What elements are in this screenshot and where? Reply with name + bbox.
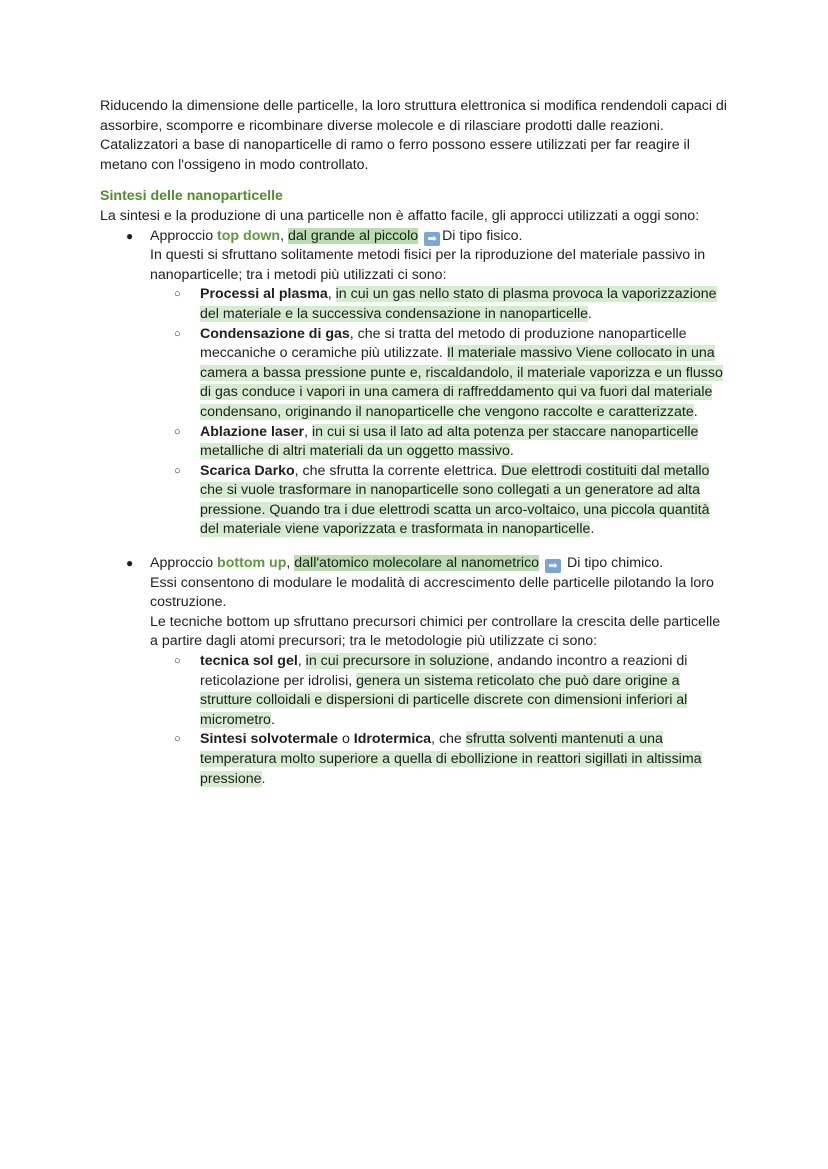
approaches-list — [100, 227, 730, 790]
hollow-bullet-icon: ○ — [174, 425, 181, 438]
approach-highlight: dall'atomico molecolare al nanometrico — [294, 555, 540, 572]
bullet-icon: ● — [126, 556, 134, 571]
hollow-bullet-icon: ○ — [174, 733, 181, 746]
section-heading: Sintesi delle nanoparticelle — [100, 188, 283, 205]
list-item-bottom-up — [100, 554, 730, 789]
method-term-2: Idrotermica — [353, 731, 432, 748]
method-end: . — [270, 711, 275, 728]
approach-prefix: Approccio — [150, 555, 218, 572]
method-highlight: Due elettrodi costituiti dal metallo che si vuole trasformare in nanoparticelle sono collegati a un generatore ad alta pressione. Quando tra i due elettrodi scatta un arco-voltaico, una piccola quantità del materiale viene vaporizzata e trasformata in nanoparticelle — [200, 462, 710, 538]
list-item — [150, 325, 730, 423]
hollow-bullet-icon: ○ — [174, 655, 181, 668]
bullet-icon: ● — [126, 228, 134, 243]
method-text: , andando incontro a reazioni di reticolazione per idrolisi, — [200, 653, 688, 689]
arrow-right-icon: ➡ — [424, 232, 440, 246]
method-text: , che sfrutta la corrente elettrica. — [294, 462, 502, 479]
section-lead: La sintesi e la produzione di una particelle non è affatto facile, gli approcci utilizzati a oggi sono: — [100, 207, 700, 224]
approach-prefix: Approccio — [150, 227, 218, 244]
intro-paragraph-2: Catalizzatori a base di nanoparticelle di ramo o ferro possono essere utilizzati per far reagire il metano con l'ossigeno in modo controllato. — [100, 137, 690, 173]
approach-description-1: Essi consentono di modulare le modalità di accrescimento delle particelle pilotando la loro costruzione. — [150, 574, 714, 611]
approach-comma: , — [286, 555, 295, 572]
method-end: . — [693, 403, 698, 420]
arrow-right-icon: ➡ — [545, 559, 561, 573]
method-highlight: in cui si usa il lato ad alta potenza per staccare nanoparticelle metalliche di altri materiali da un oggetto massivo — [200, 423, 699, 460]
method-text: o — [338, 731, 354, 748]
method-text: , che — [431, 731, 466, 748]
approach-highlight: dal grande al piccolo — [287, 227, 419, 244]
method-highlight: sfrutta solventi mantenuti a una temperatura molto superiore a quella di ebollizione in reattori sigillati in altissima pressione — [200, 731, 702, 787]
list-item — [150, 462, 730, 540]
approach-keyword: top down — [217, 227, 281, 244]
method-term: Condensazione di gas — [200, 325, 350, 342]
hollow-bullet-icon: ○ — [174, 464, 181, 477]
method-term: tecnica sol gel — [200, 653, 298, 670]
method-term: Processi al plasma — [200, 286, 328, 303]
method-term: Ablazione laser — [200, 423, 305, 440]
approach-suffix: Di tipo fisico. — [442, 227, 523, 244]
method-term: Scarica Darko — [200, 462, 295, 479]
approach-description: In questi si sfruttano solitamente metodi fisici per la riproduzione del materiale passivo in nanoparticelle; tra i metodi più utilizzati ci sono: — [150, 247, 706, 283]
method-text: , — [297, 653, 306, 670]
method-end: . — [590, 521, 595, 538]
method-highlight: in cui precursore in soluzione — [305, 653, 490, 670]
hollow-bullet-icon: ○ — [174, 288, 181, 301]
document-page — [100, 97, 730, 789]
method-term: Sintesi solvotermale — [200, 731, 338, 748]
list-item — [150, 730, 730, 789]
top-down-methods-list — [150, 285, 730, 540]
spacer — [100, 175, 730, 187]
approach-keyword: bottom up — [217, 555, 287, 572]
list-item — [150, 423, 730, 462]
spacer — [100, 540, 730, 554]
method-text: , che si tratta del metodo di produzione nanoparticelle meccaniche o ceramiche più utilizzate. — [200, 325, 687, 362]
approach-description-2: Le tecniche bottom up sfruttano precursori chimici per controllare la crescita delle particelle a partire dagli atomi precursori; tra le metodologie più utilizzate ci sono: — [150, 613, 721, 650]
intro-paragraph-1: Riducendo la dimensione delle particelle, la loro struttura elettronica si modifica rendendoli capaci di assorbire, scomporre e ricombinare diverse molecole e di rilasciare prodotti dalle reazioni. — [100, 98, 727, 134]
method-end: . — [509, 443, 514, 460]
method-text: , — [327, 286, 336, 303]
list-item — [150, 285, 730, 324]
method-end: . — [261, 770, 266, 787]
method-text: , — [304, 423, 312, 440]
method-highlight: genera un sistema reticolato che può dare origine a strutture colloidali e dispersioni di particelle discrete con dimensioni inferiori al micrometro — [200, 672, 688, 728]
method-highlight: Il materiale massivo Viene collocato in una camera a bassa pressione punte e, riscaldandolo, il materiale vaporizza e un flusso di gas conduce i vapori in una camera di raffreddamento qui va fuori dal materiale condensano, originando il nanoparticelle che vengono raccolte e caratterizzate — [200, 345, 723, 420]
method-end: . — [588, 305, 592, 322]
bottom-up-methods-list — [150, 652, 730, 789]
hollow-bullet-icon: ○ — [174, 327, 181, 340]
approach-suffix: Di tipo chimico. — [563, 555, 664, 572]
method-highlight: in cui un gas nello stato di plasma provoca la vaporizzazione del materiale e la successiva condensazione in nanoparticelle — [200, 286, 717, 322]
list-item — [150, 652, 730, 730]
approach-comma: , — [280, 227, 288, 244]
list-item-top-down — [100, 227, 730, 541]
